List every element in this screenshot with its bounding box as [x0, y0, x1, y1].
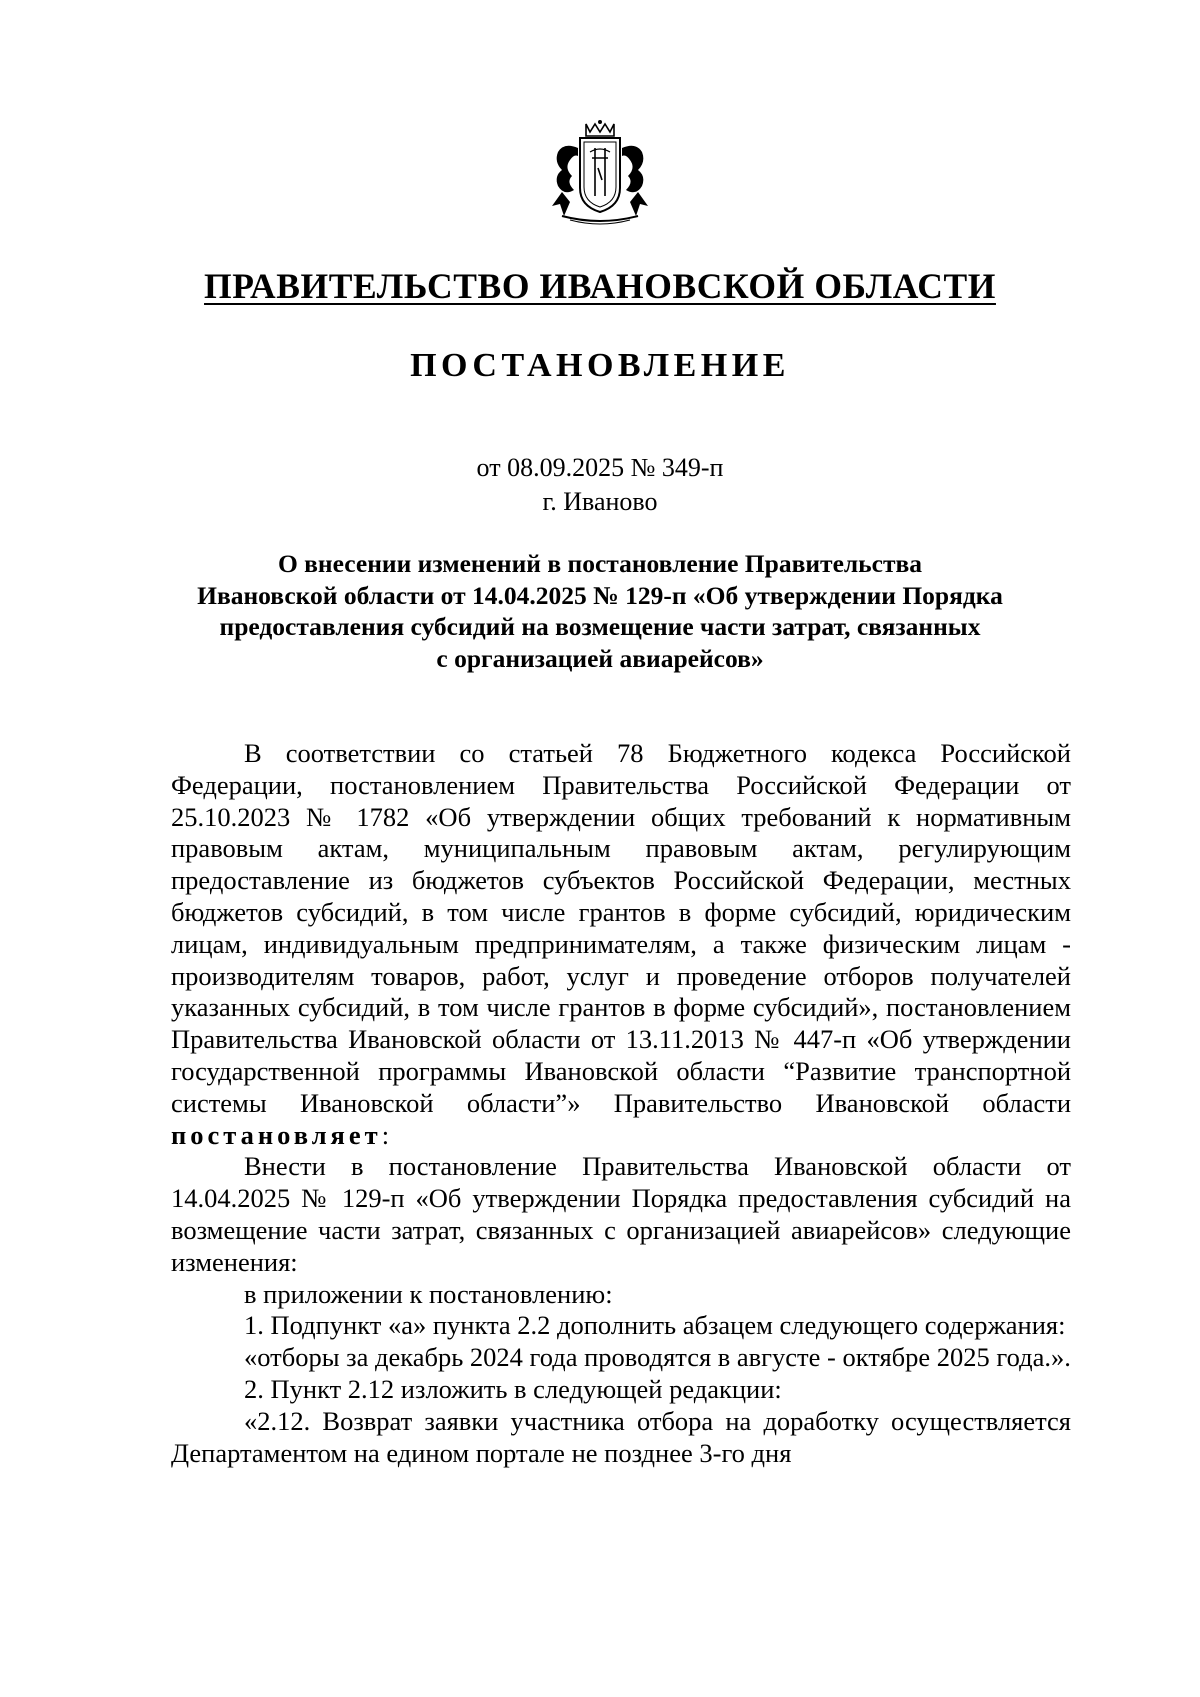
subject-line: Ивановской области от 14.04.2025 № 129-п «Об утверждении Порядка [197, 580, 1003, 610]
resolves-word: постановляет [171, 1119, 382, 1150]
body-paragraph: Внести в постановление Правительства Ивановской области от 14.04.2025 № 129-п «Об утверждении Порядка предоставления субсидий на возмещение части затрат, связанных с организацией авиарейсов» следующие изменения: [171, 1151, 1071, 1277]
document-subject [150, 548, 1050, 674]
document-date-number: от 08.09.2025 № 349-п [476, 453, 724, 482]
body-paragraph: 2. Пункт 2.12 изложить в следующей редакции: [244, 1373, 782, 1404]
preamble-paragraph [171, 738, 1071, 1151]
body-paragraph: «отборы за декабрь 2024 года проводятся в августе - октябре 2025 года.». [244, 1342, 1071, 1373]
document-body [171, 738, 1071, 1469]
subject-line: с организацией авиарейсов» [436, 643, 764, 673]
body-paragraph: «2.12. Возврат заявки участника отбора на доработку осуществляется Департаментом на едином портале не позднее 3-го дня [171, 1405, 1071, 1468]
body-paragraph: 1. Подпункт «а» пункта 2.2 дополнить абзацем следующего содержания: [244, 1310, 1066, 1341]
organization-title: ПРАВИТЕЛЬСТВО ИВАНОВСКОЙ ОБЛАСТИ [204, 266, 996, 306]
preamble-text: В соответствии со статьей 78 Бюджетного кодекса Российской Федерации, постановлением Правительства Российской Федерации от 25.10.2023 № 1782 «Об утверждении общих требований к нормативным правовым актам, муниципальным правовым актам, регулирующим предоставление из бюджетов субъектов Российской Федерации, местных бюджетов субсидий, в том числе грантов в форме субсидий, юридическим лицам, индивидуальным предпринимателям, а также физическим лицам - производителям товаров, работ, услуг и проведение отборов получателей указанных субсидий, в том числе грантов в форме субсидий», постановлением Правительства Ивановской области от 13.11.2013 № 447-п «Об утверждении государственной программы Ивановской области “Развитие транспортной системы Ивановской области”» Правительство Ивановской области [171, 738, 1071, 1118]
document-city: г. Иваново [542, 487, 658, 516]
coat-of-arms-icon [540, 118, 660, 226]
subject-line: предоставления субсидий на возмещение части затрат, связанных [219, 612, 981, 641]
body-paragraph: в приложении к постановлению: [244, 1278, 613, 1309]
document-type-heading: ПОСТАНОВЛЕНИЕ [410, 347, 790, 384]
resolves-colon: : [381, 1119, 390, 1150]
subject-line: О внесении изменений в постановление Правительства [277, 549, 923, 578]
